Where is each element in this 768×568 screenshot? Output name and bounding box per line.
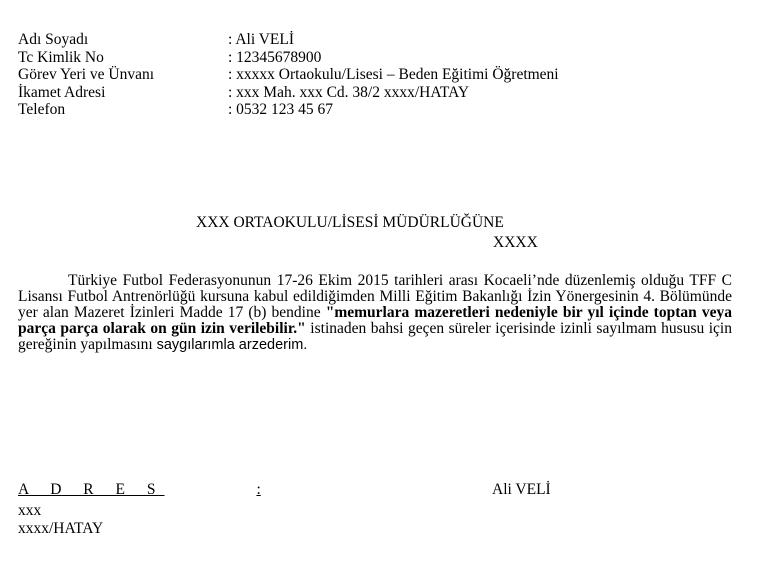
info-label-position: Görev Yeri ve Ünvanı (18, 66, 155, 83)
address-colon: : (256, 481, 261, 498)
info-label-tc-id: Tc Kimlik No (18, 48, 104, 66)
document-subtitle: XXXX (493, 234, 538, 251)
address-lines (18, 502, 103, 537)
info-row-phone (18, 101, 559, 119)
info-row-position (18, 66, 559, 84)
petition-body (18, 273, 732, 353)
body-text-part1: Türkiye Futbol Federasyonunun 17-26 Ekim 2015 tarihleri arası Kocaeli’nde düzenlemiş olduğu TFF C Lisansı Futbol Antrenörlüğü kursuna kabul edildiğimden Milli Eğitim Bakanlığı İzin Yönergesinin 4. Bölümünde yer alan Mazeret İzinleri Madde 17 (b) bendine (18, 272, 732, 321)
body-bold-quote: "memurlara mazeretleri nedeniyle bir yıl içinde toptan veya parça parça olarak on gün izin verilebilir." (18, 304, 732, 337)
address-label-text: A D R E S (18, 481, 165, 498)
info-row-tc-id (18, 49, 559, 67)
info-row-residence (18, 84, 559, 102)
info-value-position: : xxxxx Ortaokulu/Lisesi – Beden Eğitimi Öğretmeni (228, 66, 559, 83)
address-line-2: xxxx/HATAY (18, 519, 104, 537)
info-value-tc-id: : 12345678900 (228, 48, 322, 66)
info-label-name: Adı Soyadı (18, 31, 89, 48)
personal-info-block (18, 31, 559, 119)
info-value-phone: : 0532 123 45 67 (228, 101, 334, 118)
body-text-part2: istinaden bahsi geçen süreler içerisinde izinli sayılmam hususu için gereğinin yapılmasını (18, 320, 732, 353)
info-value-residence: : xxx Mah. xxx Cd. 38/2 xxxx/HATAY (228, 83, 470, 101)
document-title: XXX ORTAOKULU/LİSESİ MÜDÜRLÜĞÜNE (196, 214, 504, 231)
address-heading (18, 481, 261, 499)
info-label-phone: Telefon (18, 101, 66, 118)
info-value-name: : Ali VELİ (228, 31, 295, 48)
address-line-1: xxx (18, 502, 42, 519)
body-closing: saygılarımla arzederim. (156, 337, 308, 353)
info-label-residence: İkamet Adresi (18, 83, 106, 101)
info-row-name (18, 31, 559, 49)
signature-name: Ali VELİ (492, 481, 551, 498)
